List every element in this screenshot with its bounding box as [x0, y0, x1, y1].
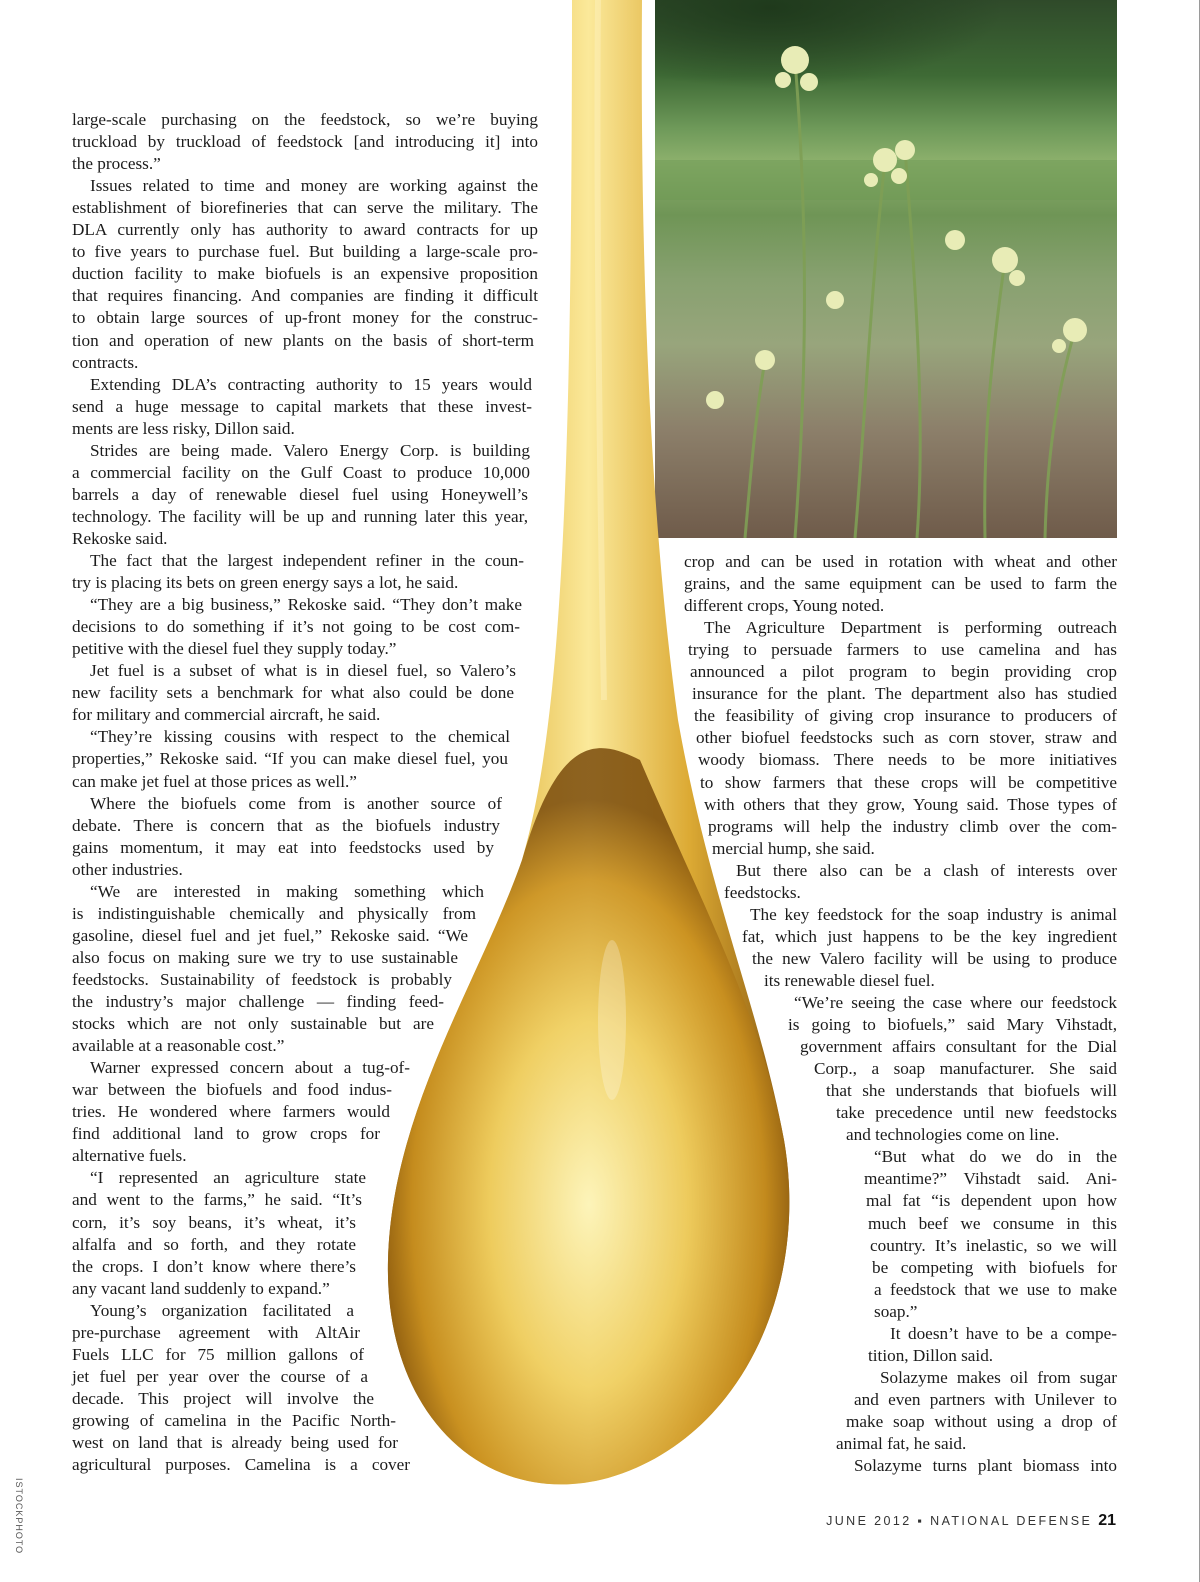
text-line: Rekoske said. — [72, 528, 168, 548]
text-line: Fuels LLC for 75 million gallons of — [72, 1344, 364, 1364]
text-line: government affairs consultant for the Dial — [800, 1037, 1117, 1057]
text-line: woody biomass. There needs to be more initiatives — [698, 750, 1117, 770]
text-line: the process.” — [72, 154, 161, 174]
text-line: gains momentum, it may eat into feedstocks used by — [72, 837, 494, 857]
text-line: different crops, Young noted. — [684, 596, 885, 616]
text-line: “We are interested in making something which — [90, 881, 484, 901]
text-line: Solazyme turns plant biomass into — [854, 1456, 1117, 1476]
text-line: ments are less risky, Dillon said. — [72, 418, 295, 438]
text-line: the feasibility of giving crop insurance to producers of — [694, 706, 1117, 726]
text-line: “But what do we do in the — [874, 1147, 1117, 1167]
text-line: tries. He wondered where farmers would — [72, 1102, 390, 1122]
text-line: that she understands that biofuels will — [826, 1081, 1117, 1101]
text-line: to show farmers that these crops will be competitive — [700, 772, 1117, 792]
text-line: pre-purchase agreement with AltAir — [72, 1322, 360, 1342]
text-line: grains, and the same equipment can be used to farm the — [684, 574, 1117, 594]
text-line: barrels a day of renewable diesel fuel using Honeywell’s — [72, 484, 528, 504]
text-line: other industries. — [72, 859, 183, 879]
text-line: fat, which just happens to be the key ingredient — [742, 926, 1117, 946]
text-line: take precedence until new feedstocks — [836, 1103, 1117, 1123]
text-line: alfalfa and so forth, and they rotate — [72, 1234, 356, 1254]
text-line: the crops. I don’t know where there’s — [72, 1256, 356, 1276]
text-line: decade. This project will involve the — [72, 1388, 374, 1408]
text-line: Corp., a soap manufacturer. She said — [814, 1059, 1117, 1079]
text-line: country. It’s inelastic, so we will — [870, 1235, 1117, 1255]
text-line: meantime?” Vihstadt said. Ani- — [864, 1169, 1117, 1189]
text-line: decisions to do something if it’s not going to be cost com- — [72, 617, 520, 637]
text-line: It doesn’t have to be a compe- — [890, 1323, 1117, 1343]
text-line: DLA currently only has authority to award contracts for up — [72, 220, 538, 240]
text-line: “We’re seeing the case where our feedstock — [794, 993, 1117, 1012]
text-line: for military and commercial aircraft, he said. — [72, 705, 381, 725]
text-line: mal fat “is dependent upon how — [866, 1191, 1117, 1211]
text-line: announced a pilot program to begin providing crop — [690, 662, 1117, 682]
text-line: jet fuel per year over the course of a — [72, 1366, 368, 1386]
text-line: debate. There is concern that as the biofuels industry — [72, 815, 500, 835]
text-line: feedstocks. — [724, 882, 801, 902]
text-line: “I represented an agriculture state — [90, 1168, 366, 1188]
text-line: to obtain large sources of up-front money for the construc- — [72, 308, 538, 328]
text-line: stocks which are not only sustainable but are — [72, 1014, 434, 1034]
footer-publication: JUNE 2012 ▪ NATIONAL DEFENSE — [826, 1514, 1093, 1528]
text-line: crop and can be used in rotation with wheat and other — [684, 552, 1117, 571]
text-line: Solazyme makes oil from sugar — [880, 1367, 1117, 1387]
text-line: make soap without using a drop of — [846, 1411, 1117, 1431]
text-line: to five years to purchase fuel. But building a large-scale pro- — [72, 242, 538, 262]
photo-credit: ISTOCKPHOTO — [14, 1478, 24, 1555]
text-line: The fact that the largest independent refiner in the coun- — [90, 551, 524, 570]
text-line: with others that they grow, Young said. Those types of — [704, 794, 1117, 814]
text-line: petitive with the diesel fuel they supply today.” — [72, 639, 397, 659]
text-line: and even partners with Unilever to — [854, 1389, 1117, 1409]
text-line: Where the biofuels come from is another source of — [90, 793, 502, 813]
text-line: “They’re kissing cousins with respect to the chemical — [90, 727, 510, 747]
text-line: gasoline, diesel fuel and jet fuel,” Rekoske said. “We — [72, 925, 468, 945]
text-line: Jet fuel is a subset of what is in diesel fuel, so Valero’s — [90, 661, 516, 681]
text-line: tition, Dillon said. — [868, 1345, 994, 1365]
text-line: west on land that is already being used for — [72, 1433, 398, 1452]
text-line: programs will help the industry climb over the com- — [708, 816, 1117, 836]
text-line: large-scale purchasing on the feedstock, so we’re buying — [72, 110, 538, 129]
text-line: The Agriculture Department is performing outreach — [704, 618, 1117, 638]
text-line: contracts. — [72, 352, 139, 372]
text-line: be competing with biofuels for — [872, 1257, 1117, 1277]
text-line: any vacant land suddenly to expand.” — [72, 1278, 330, 1298]
text-line: technology. The facility will be up and running later this year, — [72, 506, 528, 526]
text-line: try is placing its bets on green energy says a lot, he said. — [72, 573, 459, 593]
text-line: much beef we consume in this — [868, 1213, 1117, 1233]
text-line: is going to biofuels,” said Mary Vihstadt, — [788, 1015, 1117, 1035]
text-line: its renewable diesel fuel. — [764, 970, 935, 990]
text-line: tion and operation of new plants on the basis of short-term — [72, 330, 534, 350]
text-line: other biofuel feedstocks such as corn stover, straw and — [696, 728, 1117, 748]
text-line: Strides are being made. Valero Energy Corp. is building — [90, 440, 530, 460]
text-line: growing of camelina in the Pacific North- — [72, 1410, 396, 1430]
text-line: find additional land to grow crops for — [72, 1124, 380, 1144]
text-line: can make jet fuel at those prices as well.” — [72, 771, 357, 791]
text-line: “They are a big business,” Rekoske said. “They don’t make — [90, 595, 522, 615]
text-line: a commercial facility on the Gulf Coast to produce 10,000 — [72, 462, 530, 482]
text-line: properties,” Rekoske said. “If you can make diesel fuel, you — [72, 749, 508, 769]
text-line: war between the biofuels and food indus- — [72, 1080, 392, 1100]
text-line: new facility sets a benchmark for what also could be done — [72, 683, 514, 703]
text-line: a feedstock that we use to make — [874, 1279, 1117, 1299]
text-line: trying to persuade farmers to use camelina and has — [688, 640, 1117, 660]
text-line: available at a reasonable cost.” — [72, 1036, 285, 1056]
text-line: corn, it’s soy beans, it’s wheat, it’s — [72, 1212, 356, 1232]
text-line: agricultural purposes. Camelina is a cover — [72, 1455, 410, 1475]
text-line: soap.” — [874, 1301, 918, 1321]
text-line: feedstocks. Sustainability of feedstock is probably — [72, 969, 452, 989]
text-line: duction facility to make biofuels is an expensive proposition — [72, 264, 538, 284]
text-line: mercial hump, she said. — [712, 838, 875, 858]
text-line: and technologies come on line. — [846, 1125, 1060, 1145]
text-line: is indistinguishable chemically and physically from — [72, 903, 476, 923]
text-line: Extending DLA’s contracting authority to 15 years would — [90, 374, 532, 394]
text-line: Warner expressed concern about a tug-of- — [90, 1058, 410, 1078]
text-line: But there also can be a clash of interests over — [736, 860, 1117, 880]
text-line: The key feedstock for the soap industry is animal — [750, 904, 1117, 924]
text-line: Young’s organization facilitated a — [90, 1300, 354, 1320]
text-line: the new Valero facility will be using to produce — [752, 948, 1117, 968]
text-line: send a huge message to capital markets that these invest- — [72, 396, 532, 416]
text-line: establishment of biorefineries that can serve the military. The — [72, 198, 538, 218]
page-footer — [826, 1512, 1116, 1530]
text-line: also focus on making sure we try to use sustainable — [72, 947, 458, 967]
text-line: alternative fuels. — [72, 1146, 187, 1166]
text-line: insurance for the plant. The department also has studied — [692, 684, 1117, 704]
text-line: that requires financing. And companies are finding it difficult — [72, 286, 538, 306]
text-line: truckload by truckload of feedstock [and introducing it] into — [72, 132, 538, 152]
text-line: and went to the farms,” he said. “It’s — [72, 1190, 362, 1210]
page-number: 21 — [1098, 1512, 1116, 1529]
text-line: the industry’s major challenge — finding feed- — [72, 992, 444, 1011]
text-line: Issues related to time and money are working against the — [90, 176, 538, 196]
text-line: animal fat, he said. — [836, 1434, 967, 1453]
